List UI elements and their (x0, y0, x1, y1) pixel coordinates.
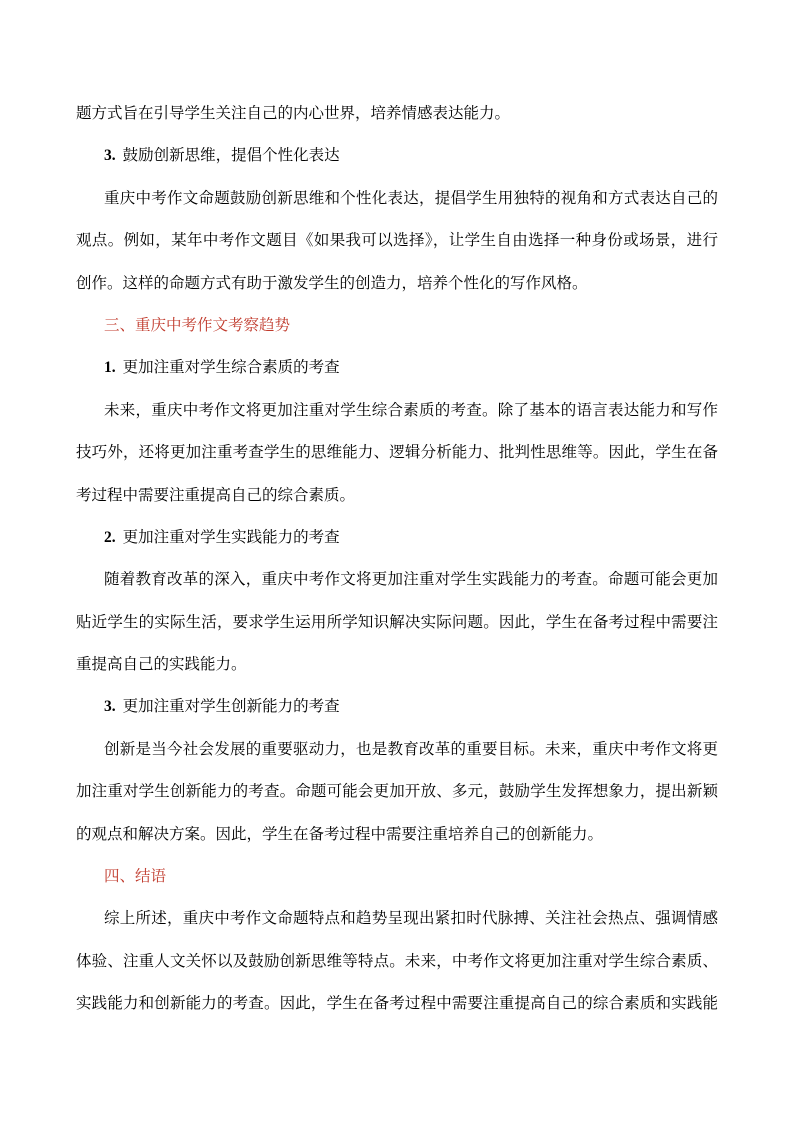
section-heading: 三、重庆中考作文考察趋势 (104, 315, 291, 334)
paragraph-line: 的观点和解决方案。因此，学生在备考过程中需要注重培养自己的创新能力。 (76, 824, 604, 843)
subheading-item (76, 685, 718, 727)
paragraph-line: 创作。这样的命题方式有助于激发学生的创造力，培养个性化的写作风格。 (76, 273, 588, 292)
subheading-item (76, 134, 718, 176)
item-number: 2. (104, 528, 116, 546)
paragraph-line: 加注重对学生创新能力的考查。命题可能会更加开放、多元，鼓励学生发挥想象力，提出新颖 (76, 782, 718, 801)
paragraph-line: 重庆中考作文命题鼓励创新思维和个性化表达，提倡学生用独特的视角和方式表达自己的 (104, 188, 718, 207)
section-heading: 四、结语 (104, 867, 167, 886)
paragraph-line: 创新是当今社会发展的重要驱动力，也是教育改革的重要目标。未来，重庆中考作文将更 (104, 739, 718, 758)
paragraph-line: 重提高自己的实践能力。 (76, 655, 247, 674)
paragraph-line: 观点。例如，某年中考作文题目《如果我可以选择》，让学生自由选择一种身份或场景，进行 (76, 231, 718, 250)
item-title: 更加注重对学生实践能力的考查 (122, 527, 340, 546)
item-number: 3. (104, 147, 116, 165)
subheading-item (76, 346, 718, 388)
paragraph-line: 贴近学生的实际生活，要求学生运用所学知识解决实际问题。因此，学生在备考过程中需要注 (76, 612, 718, 631)
paragraph-line: 体验、注重人文关怀以及鼓励创新思维等特点。未来，中考作文将更加注重对学生综合素质、 (76, 951, 718, 970)
paragraph-line: 考过程中需要注重提高自己的综合素质。 (76, 485, 356, 504)
item-title: 更加注重对学生创新能力的考查 (122, 697, 340, 716)
paragraph-line: 未来，重庆中考作文将更加注重对学生综合素质的考查。除了基本的语言表达能力和写作 (104, 400, 718, 419)
paragraph-line: 题方式旨在引导学生关注自己的内心世界，培养情感表达能力。 (76, 104, 511, 122)
item-number: 3. (104, 698, 116, 716)
subheading-item (76, 516, 718, 558)
item-title: 鼓励创新思维，提倡个性化表达 (122, 146, 340, 165)
item-number: 1. (104, 359, 116, 377)
item-title: 更加注重对学生综合素质的考查 (122, 358, 340, 377)
paragraph-line: 综上所述，重庆中考作文命题特点和趋势呈现出紧扣时代脉搏、关注社会热点、强调情感 (104, 909, 718, 928)
paragraph-line: 随着教育改革的深入，重庆中考作文将更加注重对学生实践能力的考查。命题可能会更加 (104, 570, 718, 589)
document-page (76, 92, 718, 1025)
paragraph-line: 实践能力和创新能力的考查。因此，学生在备考过程中需要注重提高自己的综合素质和实践能 (76, 994, 718, 1013)
paragraph-line: 技巧外，还将更加注重考查学生的思维能力、逻辑分析能力、批判性思维等。因此，学生在备 (76, 443, 718, 462)
